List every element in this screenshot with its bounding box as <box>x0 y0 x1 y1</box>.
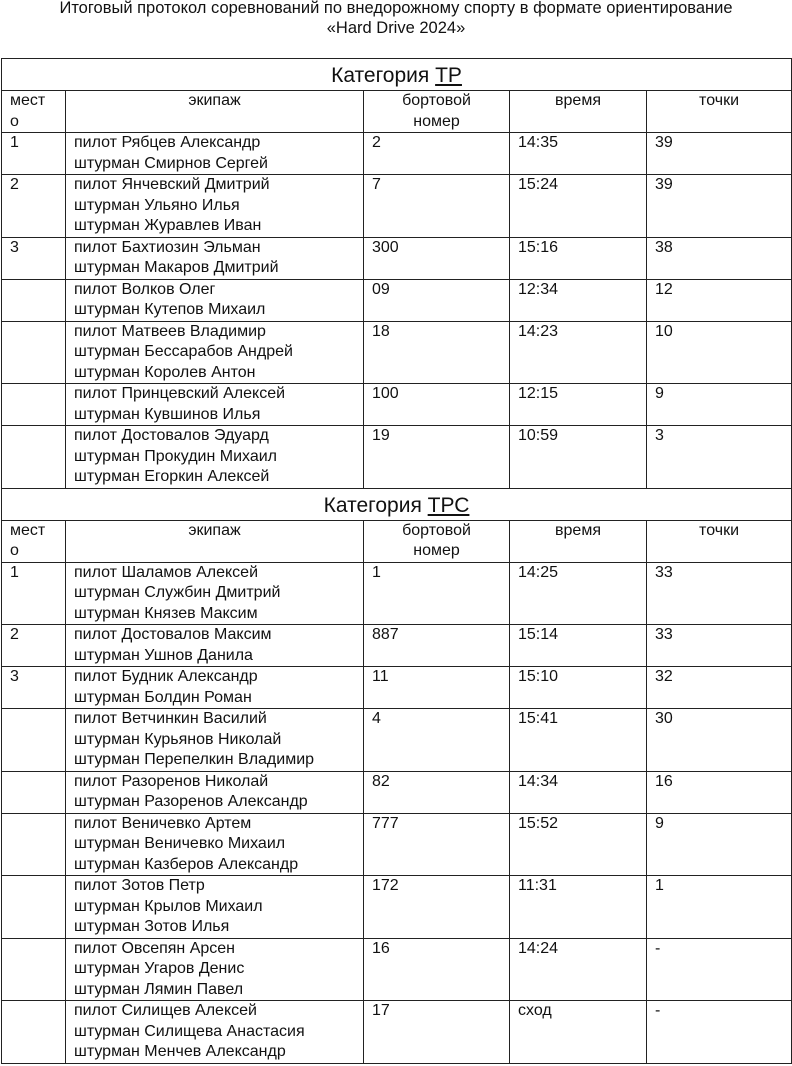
crew-member: пилот Шаламов Алексей <box>74 563 258 581</box>
crew-member: пилот Рябцев Александр <box>74 134 261 151</box>
category-title <box>2 59 792 91</box>
crew-cell <box>66 771 364 813</box>
points-cell: 9 <box>647 384 792 426</box>
category-prefix: Категория <box>331 64 436 87</box>
points-cell: 39 <box>647 133 792 175</box>
crew-cell <box>66 321 364 384</box>
crew-member: штурман Кувшинов Илья <box>74 405 261 423</box>
time-cell: 14:25 <box>510 562 647 625</box>
place-cell: 2 <box>2 625 66 667</box>
points-cell: - <box>647 1001 792 1064</box>
time-cell: 14:34 <box>510 771 647 813</box>
crew-member: штурман Ульяно Илья <box>74 196 240 214</box>
points-cell: 39 <box>647 175 792 238</box>
place-cell: 3 <box>2 667 66 709</box>
table-row <box>2 625 792 667</box>
crew-member: штурман Разоренов Александр <box>74 793 308 810</box>
header-time: время <box>510 91 647 133</box>
table-row <box>2 237 792 279</box>
place-cell <box>2 1001 66 1064</box>
table-row <box>2 384 792 426</box>
category-name: ТР <box>435 64 462 87</box>
table-row <box>2 175 792 238</box>
crew-member: пилот Веничевко Артем <box>74 814 252 832</box>
time-cell: 11:31 <box>510 876 647 939</box>
points-cell: 1 <box>647 876 792 939</box>
crew-member: штурман Королев Антон <box>74 363 256 381</box>
crew-member: штурман Лямин Павел <box>74 980 244 998</box>
crew-member: штурман Крылов Михаил <box>74 897 263 915</box>
category-name: ТРС <box>427 493 470 517</box>
board-number-cell: 4 <box>364 709 510 772</box>
crew-member: пилот Достовалов Максим <box>74 626 272 643</box>
crew-member: штурман Угаров Денис <box>74 960 245 977</box>
board-number-cell: 887 <box>364 625 510 667</box>
points-cell: 30 <box>647 709 792 772</box>
crew-member: пилот Матвеев Владимир <box>74 322 266 340</box>
board-number-cell: 300 <box>364 237 510 279</box>
time-cell: 14:24 <box>510 938 647 1001</box>
crew-cell <box>66 667 364 709</box>
board-number-cell: 1 <box>364 562 510 625</box>
header-crew: экипаж <box>66 91 364 133</box>
crew-member: штурман Ушнов Данила <box>74 646 253 664</box>
board-number-cell: 16 <box>364 938 510 1001</box>
crew-member: штурман Перепелкин Владимир <box>74 751 315 768</box>
header-place <box>2 520 66 562</box>
crew-cell <box>66 133 364 175</box>
place-cell <box>2 771 66 813</box>
board-number-cell: 19 <box>364 426 510 489</box>
points-cell: 16 <box>647 771 792 813</box>
crew-member: штурман Менчев Александр <box>74 1043 286 1060</box>
header-place <box>2 91 66 133</box>
table-row <box>2 876 792 939</box>
points-cell: - <box>647 938 792 1001</box>
place-cell <box>2 384 66 426</box>
crew-member: штурман Смирнов Сергей <box>74 154 268 172</box>
time-cell: 14:23 <box>510 321 647 384</box>
category-title <box>2 488 792 520</box>
crew-member: штурман Силищева Анастасия <box>74 1022 305 1040</box>
header-row <box>2 91 792 133</box>
crew-cell <box>66 876 364 939</box>
crew-cell <box>66 279 364 321</box>
table-row <box>2 562 792 625</box>
category-row <box>2 488 792 520</box>
place-cell <box>2 709 66 772</box>
board-number-cell: 777 <box>364 813 510 876</box>
time-cell: 15:16 <box>510 237 647 279</box>
points-cell: 12 <box>647 279 792 321</box>
points-cell: 33 <box>647 625 792 667</box>
crew-member: штурман Веничевко Михаил <box>74 835 286 852</box>
header-place-line-2: о <box>10 542 19 559</box>
header-board-line-1: бортовой <box>402 92 471 109</box>
crew-member: пилот Ветчинкин Василий <box>74 710 267 727</box>
crew-member: штурман Болдин Роман <box>74 688 252 706</box>
board-number-cell: 100 <box>364 384 510 426</box>
place-cell <box>2 321 66 384</box>
table-row <box>2 771 792 813</box>
time-cell: 15:10 <box>510 667 647 709</box>
crew-cell <box>66 813 364 876</box>
crew-cell <box>66 938 364 1001</box>
time-cell: 14:35 <box>510 133 647 175</box>
time-cell: 12:15 <box>510 384 647 426</box>
header-board-number <box>364 520 510 562</box>
crew-cell <box>66 384 364 426</box>
table-row <box>2 813 792 876</box>
crew-cell <box>66 237 364 279</box>
crew-cell <box>66 709 364 772</box>
board-number-cell: 09 <box>364 279 510 321</box>
crew-member: штурман Князев Максим <box>74 604 258 622</box>
crew-member: штурман Зотов Илья <box>74 918 230 935</box>
points-cell: 32 <box>647 667 792 709</box>
header-points: точки <box>647 91 792 133</box>
board-number-cell: 17 <box>364 1001 510 1064</box>
board-number-cell: 11 <box>364 667 510 709</box>
crew-cell <box>66 625 364 667</box>
board-number-cell: 172 <box>364 876 510 939</box>
points-cell: 3 <box>647 426 792 489</box>
header-board-line-1: бортовой <box>402 521 471 539</box>
header-board-line-2: номер <box>413 112 460 130</box>
time-cell: 15:14 <box>510 625 647 667</box>
table-row <box>2 709 792 772</box>
title-line-1: Итоговый протокол соревнований по внедорожному спорту в формате ориентирование <box>59 0 733 17</box>
crew-member: пилот Принцевский Алексей <box>74 385 286 402</box>
table-row <box>2 426 792 489</box>
board-number-cell: 82 <box>364 771 510 813</box>
crew-member: пилот Овсепян Арсен <box>74 939 236 957</box>
points-cell: 38 <box>647 237 792 279</box>
place-cell <box>2 279 66 321</box>
crew-member: штурман Службин Дмитрий <box>74 584 281 601</box>
crew-cell <box>66 562 364 625</box>
crew-member: штурман Курьянов Николай <box>74 730 282 748</box>
crew-member: пилот Зотов Петр <box>74 877 205 894</box>
header-row <box>2 520 792 562</box>
crew-member: пилот Достовалов Эдуард <box>74 427 269 444</box>
crew-cell <box>66 426 364 489</box>
points-cell: 10 <box>647 321 792 384</box>
place-cell <box>2 876 66 939</box>
crew-member: пилот Будник Александр <box>74 668 258 685</box>
crew-member: штурман Егоркин Алексей <box>74 468 270 485</box>
place-cell <box>2 938 66 1001</box>
crew-member: штурман Макаров Дмитрий <box>74 259 279 276</box>
time-cell: 10:59 <box>510 426 647 489</box>
time-cell: 12:34 <box>510 279 647 321</box>
board-number-cell: 18 <box>364 321 510 384</box>
time-cell: 15:41 <box>510 709 647 772</box>
time-cell: сход <box>510 1001 647 1064</box>
title-line-2: «Hard Drive 2024» <box>326 19 466 37</box>
crew-member: штурман Кутепов Михаил <box>74 301 266 318</box>
table-row <box>2 938 792 1001</box>
table-row <box>2 133 792 175</box>
crew-member: штурман Журавлев Иван <box>74 217 262 234</box>
time-cell: 15:52 <box>510 813 647 876</box>
crew-member: пилот Силищев Алексей <box>74 1002 257 1019</box>
crew-member: штурман Казберов Александр <box>74 855 299 873</box>
crew-member: штурман Прокудин Михаил <box>74 447 277 465</box>
place-cell: 1 <box>2 133 66 175</box>
table-row <box>2 321 792 384</box>
header-board-number <box>364 91 510 133</box>
header-crew: экипаж <box>66 520 364 562</box>
board-number-cell: 2 <box>364 133 510 175</box>
crew-member: штурман Бессарабов Андрей <box>74 343 293 360</box>
header-place-line-1: мест <box>10 92 46 109</box>
crew-member: пилот Волков Олег <box>74 280 216 298</box>
crew-member: пилот Разоренов Николай <box>74 772 269 790</box>
table-row <box>2 667 792 709</box>
category-prefix: Категория <box>323 493 428 517</box>
time-cell: 15:24 <box>510 175 647 238</box>
points-cell: 9 <box>647 813 792 876</box>
place-cell: 3 <box>2 237 66 279</box>
place-cell <box>2 426 66 489</box>
board-number-cell: 7 <box>364 175 510 238</box>
crew-cell <box>66 1001 364 1064</box>
crew-member: пилот Янчевский Дмитрий <box>74 176 270 193</box>
header-board-line-2: номер <box>413 542 460 559</box>
place-cell <box>2 813 66 876</box>
table-row <box>2 1001 792 1064</box>
header-place-line-1: мест <box>10 521 46 539</box>
place-cell: 2 <box>2 175 66 238</box>
header-points: точки <box>647 520 792 562</box>
points-cell: 33 <box>647 562 792 625</box>
header-place-line-2: о <box>10 112 19 130</box>
crew-cell <box>66 175 364 238</box>
category-row <box>2 59 792 91</box>
crew-member: пилот Бахтиозин Эльман <box>74 238 261 256</box>
header-time: время <box>510 520 647 562</box>
results-table <box>1 58 792 1064</box>
document-title <box>0 0 792 38</box>
place-cell: 1 <box>2 562 66 625</box>
table-row <box>2 279 792 321</box>
